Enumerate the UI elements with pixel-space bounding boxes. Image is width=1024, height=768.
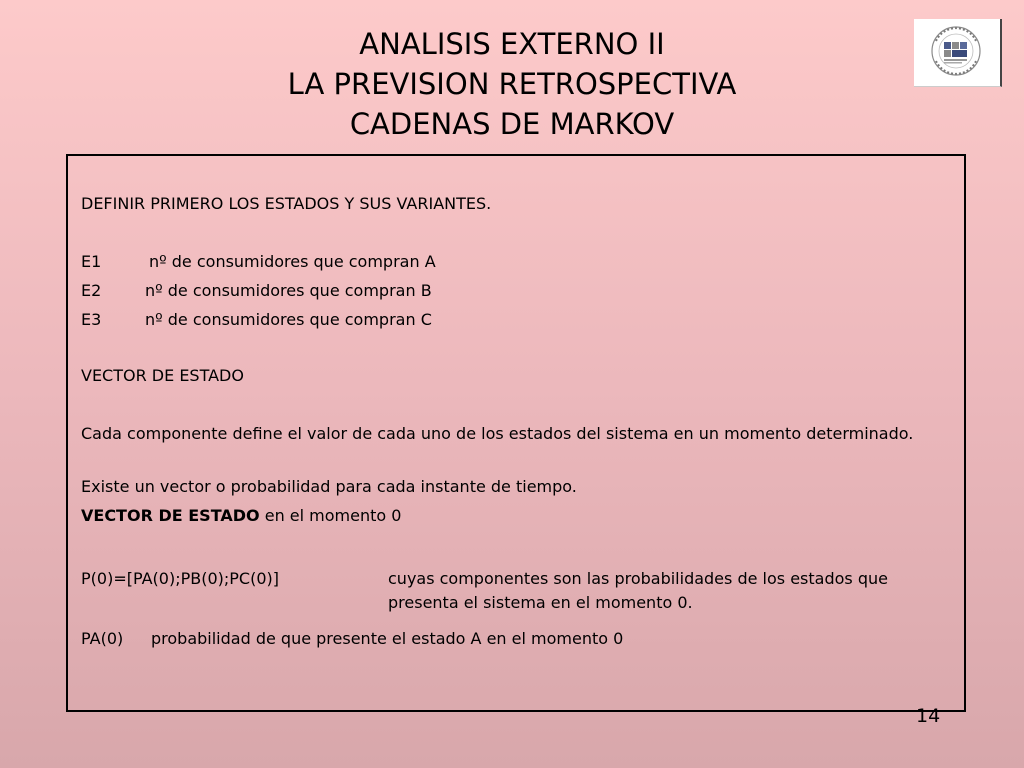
state-code: E2 bbox=[81, 281, 102, 300]
description-text: Cada componente define el valor de cada uno de los estados del sistema en un momento determinado. bbox=[81, 424, 914, 443]
title-line-2: LA PREVISION RETROSPECTIVA bbox=[287, 67, 737, 101]
slide-title bbox=[0, 24, 1024, 144]
intro-text: DEFINIR PRIMERO LOS ESTADOS Y SUS VARIANTES. bbox=[81, 194, 492, 213]
pa-definition bbox=[81, 627, 623, 650]
university-seal-icon bbox=[914, 19, 1000, 85]
formula-description: cuyas componentes son las probabilidades de los estados que presenta el sistema en el momento 0. bbox=[388, 569, 888, 612]
formula-text: P(0)=[PA(0);PB(0);PC(0)] bbox=[81, 569, 279, 588]
state-row bbox=[81, 279, 432, 302]
vector-moment-bold: VECTOR DE ESTADO bbox=[81, 506, 260, 525]
page-number: 14 bbox=[916, 705, 941, 727]
state-row bbox=[81, 308, 432, 331]
vector-moment-text bbox=[81, 504, 401, 527]
existence-text: Existe un vector o probabilidad para cada instante de tiempo. bbox=[81, 477, 577, 496]
state-description: nº de consumidores que compran C bbox=[145, 310, 432, 329]
pa-code: PA(0) bbox=[81, 629, 124, 648]
content-box bbox=[66, 154, 966, 712]
state-code: E3 bbox=[81, 310, 102, 329]
state-description: nº de consumidores que compran A bbox=[149, 252, 436, 271]
vector-moment-rest: en el momento 0 bbox=[259, 506, 402, 525]
title-line-1: ANALISIS EXTERNO II bbox=[359, 27, 665, 61]
university-logo bbox=[914, 19, 1002, 87]
state-description: nº de consumidores que compran B bbox=[145, 281, 432, 300]
pa-description: probabilidad de que presente el estado A en el momento 0 bbox=[151, 629, 624, 648]
title-line-3: CADENAS DE MARKOV bbox=[349, 107, 675, 141]
state-row bbox=[81, 250, 436, 273]
state-code: E1 bbox=[81, 252, 102, 271]
vector-heading: VECTOR DE ESTADO bbox=[81, 366, 244, 385]
